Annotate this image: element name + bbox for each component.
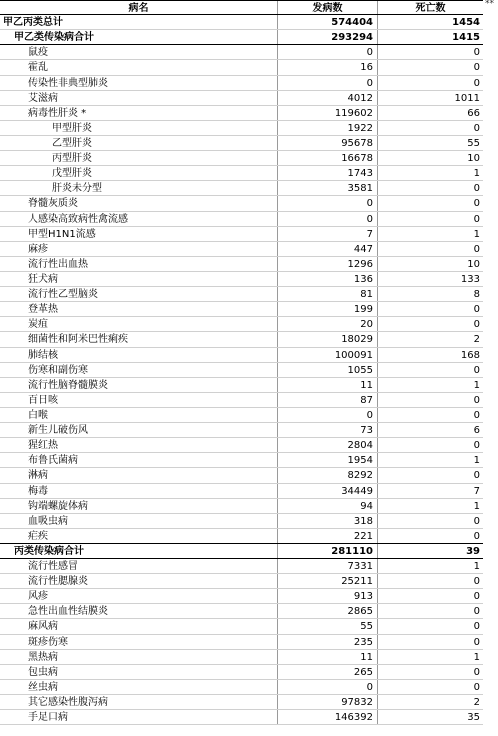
deaths-cell: 1011 — [454, 92, 480, 104]
table-row — [0, 695, 483, 710]
disease-name-cell: 血吸虫病 — [0, 514, 278, 528]
cases-cell: 2804 — [278, 438, 378, 452]
deaths-cell: 0 — [473, 591, 480, 603]
deaths-cell: 0 — [473, 621, 480, 633]
disease-name-cell: 狂犬病 — [0, 272, 278, 286]
cases-cell: 136 — [278, 272, 378, 286]
cases-cell: 0 — [278, 76, 378, 90]
disease-name-cell: 丙类传染病合计 — [0, 544, 278, 558]
cases-cell: 0 — [278, 408, 378, 422]
table-subtotal-row — [0, 30, 483, 45]
table-row — [0, 604, 483, 619]
table-row — [0, 196, 483, 211]
cases-cell: 293294 — [278, 30, 378, 44]
cases-cell: 11 — [278, 650, 378, 664]
table-row — [0, 151, 483, 166]
disease-name-cell: 猩红热 — [0, 438, 278, 452]
table-row — [0, 650, 483, 665]
deaths-cell: 0 — [473, 530, 480, 542]
table-row — [0, 166, 483, 181]
disease-name-cell: 登革热 — [0, 302, 278, 316]
column-header-deaths: 死亡数 — [415, 3, 446, 14]
table-subtotal-row — [0, 544, 483, 559]
disease-name-cell: 人感染高致病性禽流感 — [0, 212, 278, 226]
deaths-cell: 0 — [473, 77, 480, 89]
deaths-cell: 0 — [473, 470, 480, 482]
deaths-cell: 2 — [473, 697, 480, 709]
deaths-cell: 1 — [473, 651, 480, 663]
cases-cell: 0 — [278, 196, 378, 210]
disease-name-cell: 甲型肝炎 — [0, 121, 278, 135]
deaths-cell: 35 — [467, 712, 480, 724]
cases-cell: 235 — [278, 635, 378, 649]
cases-cell: 4012 — [278, 91, 378, 105]
deaths-cell: 0 — [473, 515, 480, 527]
disease-name-cell: 急性出血性结膜炎 — [0, 604, 278, 618]
disease-name-cell: 百日咳 — [0, 393, 278, 407]
table-row — [0, 257, 483, 272]
deaths-cell: 0 — [473, 304, 480, 316]
disease-name-cell: 新生儿破伤风 — [0, 423, 278, 437]
table-row — [0, 589, 483, 604]
deaths-cell: 1 — [473, 561, 480, 573]
disease-name-cell: 流行性脑脊髓膜炎 — [0, 378, 278, 392]
footnote-marker: ** — [485, 0, 494, 9]
disease-name-cell: 甲乙类传染病合计 — [0, 30, 278, 44]
disease-name-cell: 霍乱 — [0, 60, 278, 74]
disease-name-cell: 疟疾 — [0, 529, 278, 543]
table-row — [0, 242, 483, 257]
deaths-cell: 0 — [473, 243, 480, 255]
table-row — [0, 484, 483, 499]
disease-name-cell: 包虫病 — [0, 665, 278, 679]
table-subtotal-row — [0, 15, 483, 30]
cases-cell: 16 — [278, 60, 378, 74]
cases-cell: 25211 — [278, 574, 378, 588]
table-row — [0, 348, 483, 363]
disease-name-cell: 肺结核 — [0, 348, 278, 362]
deaths-cell: 0 — [473, 440, 480, 452]
table-body — [0, 15, 483, 725]
table-row — [0, 181, 483, 196]
disease-name-cell: 病毒性肝炎 * — [0, 106, 278, 120]
disease-name-cell: 乙型肝炎 — [0, 136, 278, 150]
table-row — [0, 423, 483, 438]
cases-cell: 281110 — [278, 544, 378, 558]
disease-name-cell: 甲乙丙类总计 — [0, 15, 278, 29]
deaths-cell: 0 — [473, 606, 480, 618]
cases-cell: 3581 — [278, 181, 378, 195]
deaths-cell: 0 — [473, 62, 480, 74]
deaths-cell: 2 — [473, 334, 480, 346]
deaths-cell: 0 — [473, 681, 480, 693]
cases-cell: 95678 — [278, 136, 378, 150]
table-header-row — [0, 0, 483, 15]
cases-cell: 97832 — [278, 695, 378, 709]
cases-cell: 318 — [278, 514, 378, 528]
disease-name-cell: 甲型H1N1流感 — [0, 227, 278, 241]
table-row — [0, 60, 483, 75]
table-row — [0, 453, 483, 468]
deaths-cell: 0 — [473, 183, 480, 195]
table-row — [0, 121, 483, 136]
deaths-cell: 0 — [473, 319, 480, 331]
deaths-cell: 1 — [473, 379, 480, 391]
cases-cell: 265 — [278, 665, 378, 679]
table-row — [0, 408, 483, 423]
cases-cell: 2865 — [278, 604, 378, 618]
table-row — [0, 499, 483, 514]
cases-cell: 1954 — [278, 453, 378, 467]
disease-name-cell: 伤寒和副伤寒 — [0, 363, 278, 377]
disease-name-cell: 钩端螺旋体病 — [0, 499, 278, 513]
cases-cell: 119602 — [278, 106, 378, 120]
cases-cell: 0 — [278, 680, 378, 694]
table-row — [0, 91, 483, 106]
cases-cell: 7331 — [278, 559, 378, 573]
deaths-cell: 0 — [473, 198, 480, 210]
table-row — [0, 680, 483, 695]
cases-cell: 1055 — [278, 363, 378, 377]
disease-name-cell: 流行性感冒 — [0, 559, 278, 573]
deaths-cell: 0 — [473, 122, 480, 134]
cases-cell: 94 — [278, 499, 378, 513]
disease-name-cell: 白喉 — [0, 408, 278, 422]
cases-cell: 73 — [278, 423, 378, 437]
disease-name-cell: 其它感染性腹泻病 — [0, 695, 278, 709]
deaths-cell: 10 — [467, 153, 480, 165]
deaths-cell: 1 — [473, 455, 480, 467]
deaths-cell: 10 — [467, 258, 480, 270]
disease-name-cell: 布鲁氏菌病 — [0, 453, 278, 467]
table-row — [0, 317, 483, 332]
table-row — [0, 438, 483, 453]
disease-name-cell: 流行性乙型脑炎 — [0, 287, 278, 301]
disease-name-cell: 丝虫病 — [0, 680, 278, 694]
disease-name-cell: 艾滋病 — [0, 91, 278, 105]
table-row — [0, 710, 483, 725]
cases-cell: 447 — [278, 242, 378, 256]
cases-cell: 16678 — [278, 151, 378, 165]
cases-cell: 81 — [278, 287, 378, 301]
cases-cell: 55 — [278, 619, 378, 633]
table-row — [0, 332, 483, 347]
disease-name-cell: 肝炎未分型 — [0, 181, 278, 195]
table-row — [0, 363, 483, 378]
deaths-cell: 0 — [473, 213, 480, 225]
deaths-cell: 168 — [460, 349, 480, 361]
disease-name-cell: 脊髓灰质炎 — [0, 196, 278, 210]
cases-cell: 100091 — [278, 348, 378, 362]
deaths-cell: 8 — [473, 289, 480, 301]
cases-cell: 221 — [278, 529, 378, 543]
table-row — [0, 514, 483, 529]
table-row — [0, 619, 483, 634]
deaths-cell: 1 — [473, 168, 480, 180]
cases-cell: 1922 — [278, 121, 378, 135]
disease-name-cell: 传染性非典型肺炎 — [0, 76, 278, 90]
disease-name-cell: 流行性出血热 — [0, 257, 278, 271]
table-row — [0, 212, 483, 227]
deaths-cell: 0 — [473, 47, 480, 59]
disease-name-cell: 手足口病 — [0, 710, 278, 724]
disease-name-cell: 戊型肝炎 — [0, 166, 278, 180]
deaths-cell: 7 — [473, 485, 480, 497]
table-row — [0, 45, 483, 60]
table-row — [0, 76, 483, 91]
cases-cell: 146392 — [278, 710, 378, 724]
disease-name-cell: 炭疽 — [0, 317, 278, 331]
table-row — [0, 529, 483, 544]
disease-name-cell: 丙型肝炎 — [0, 151, 278, 165]
table-row — [0, 106, 483, 121]
deaths-cell: 0 — [473, 409, 480, 421]
deaths-cell: 1454 — [452, 17, 480, 29]
deaths-cell: 1 — [473, 228, 480, 240]
table-row — [0, 393, 483, 408]
cases-cell: 1743 — [278, 166, 378, 180]
table-row — [0, 468, 483, 483]
column-header-disease-name: 病名 — [0, 1, 278, 14]
cases-cell: 0 — [278, 212, 378, 226]
cases-cell: 18029 — [278, 332, 378, 346]
cases-cell: 20 — [278, 317, 378, 331]
deaths-cell: 0 — [473, 364, 480, 376]
cases-cell: 87 — [278, 393, 378, 407]
cases-cell: 199 — [278, 302, 378, 316]
table-row — [0, 227, 483, 242]
cases-cell: 1296 — [278, 257, 378, 271]
deaths-cell: 1 — [473, 500, 480, 512]
cases-cell: 8292 — [278, 468, 378, 482]
disease-name-cell: 流行性腮腺炎 — [0, 574, 278, 588]
disease-name-cell: 麻疹 — [0, 242, 278, 256]
table-row — [0, 378, 483, 393]
cases-cell: 11 — [278, 378, 378, 392]
deaths-cell: 0 — [473, 666, 480, 678]
disease-name-cell: 梅毒 — [0, 484, 278, 498]
column-header-cases: 发病数 — [278, 1, 378, 14]
table-row — [0, 302, 483, 317]
table-row — [0, 574, 483, 589]
table-row — [0, 272, 483, 287]
disease-name-cell: 斑疹伤寒 — [0, 635, 278, 649]
deaths-cell: 133 — [460, 273, 480, 285]
deaths-cell: 1415 — [452, 32, 480, 44]
disease-name-cell: 黑热病 — [0, 650, 278, 664]
deaths-cell: 6 — [473, 425, 480, 437]
disease-name-cell: 细菌性和阿米巴性痢疾 — [0, 332, 278, 346]
deaths-cell: 0 — [473, 394, 480, 406]
cases-cell: 7 — [278, 227, 378, 241]
table-row — [0, 665, 483, 680]
deaths-cell: 55 — [467, 137, 480, 149]
deaths-cell: 0 — [473, 576, 480, 588]
cases-cell: 913 — [278, 589, 378, 603]
cases-cell: 34449 — [278, 484, 378, 498]
deaths-cell: 66 — [467, 107, 480, 119]
table-row — [0, 136, 483, 151]
deaths-cell: 39 — [466, 545, 480, 557]
disease-name-cell: 鼠疫 — [0, 45, 278, 59]
disease-name-cell: 麻风病 — [0, 619, 278, 633]
cases-cell: 574404 — [278, 15, 378, 29]
table-row — [0, 559, 483, 574]
table-row — [0, 287, 483, 302]
disease-name-cell: 淋病 — [0, 468, 278, 482]
cases-cell: 0 — [278, 45, 378, 59]
deaths-cell: 0 — [473, 636, 480, 648]
disease-name-cell: 风疹 — [0, 589, 278, 603]
table-row — [0, 635, 483, 650]
